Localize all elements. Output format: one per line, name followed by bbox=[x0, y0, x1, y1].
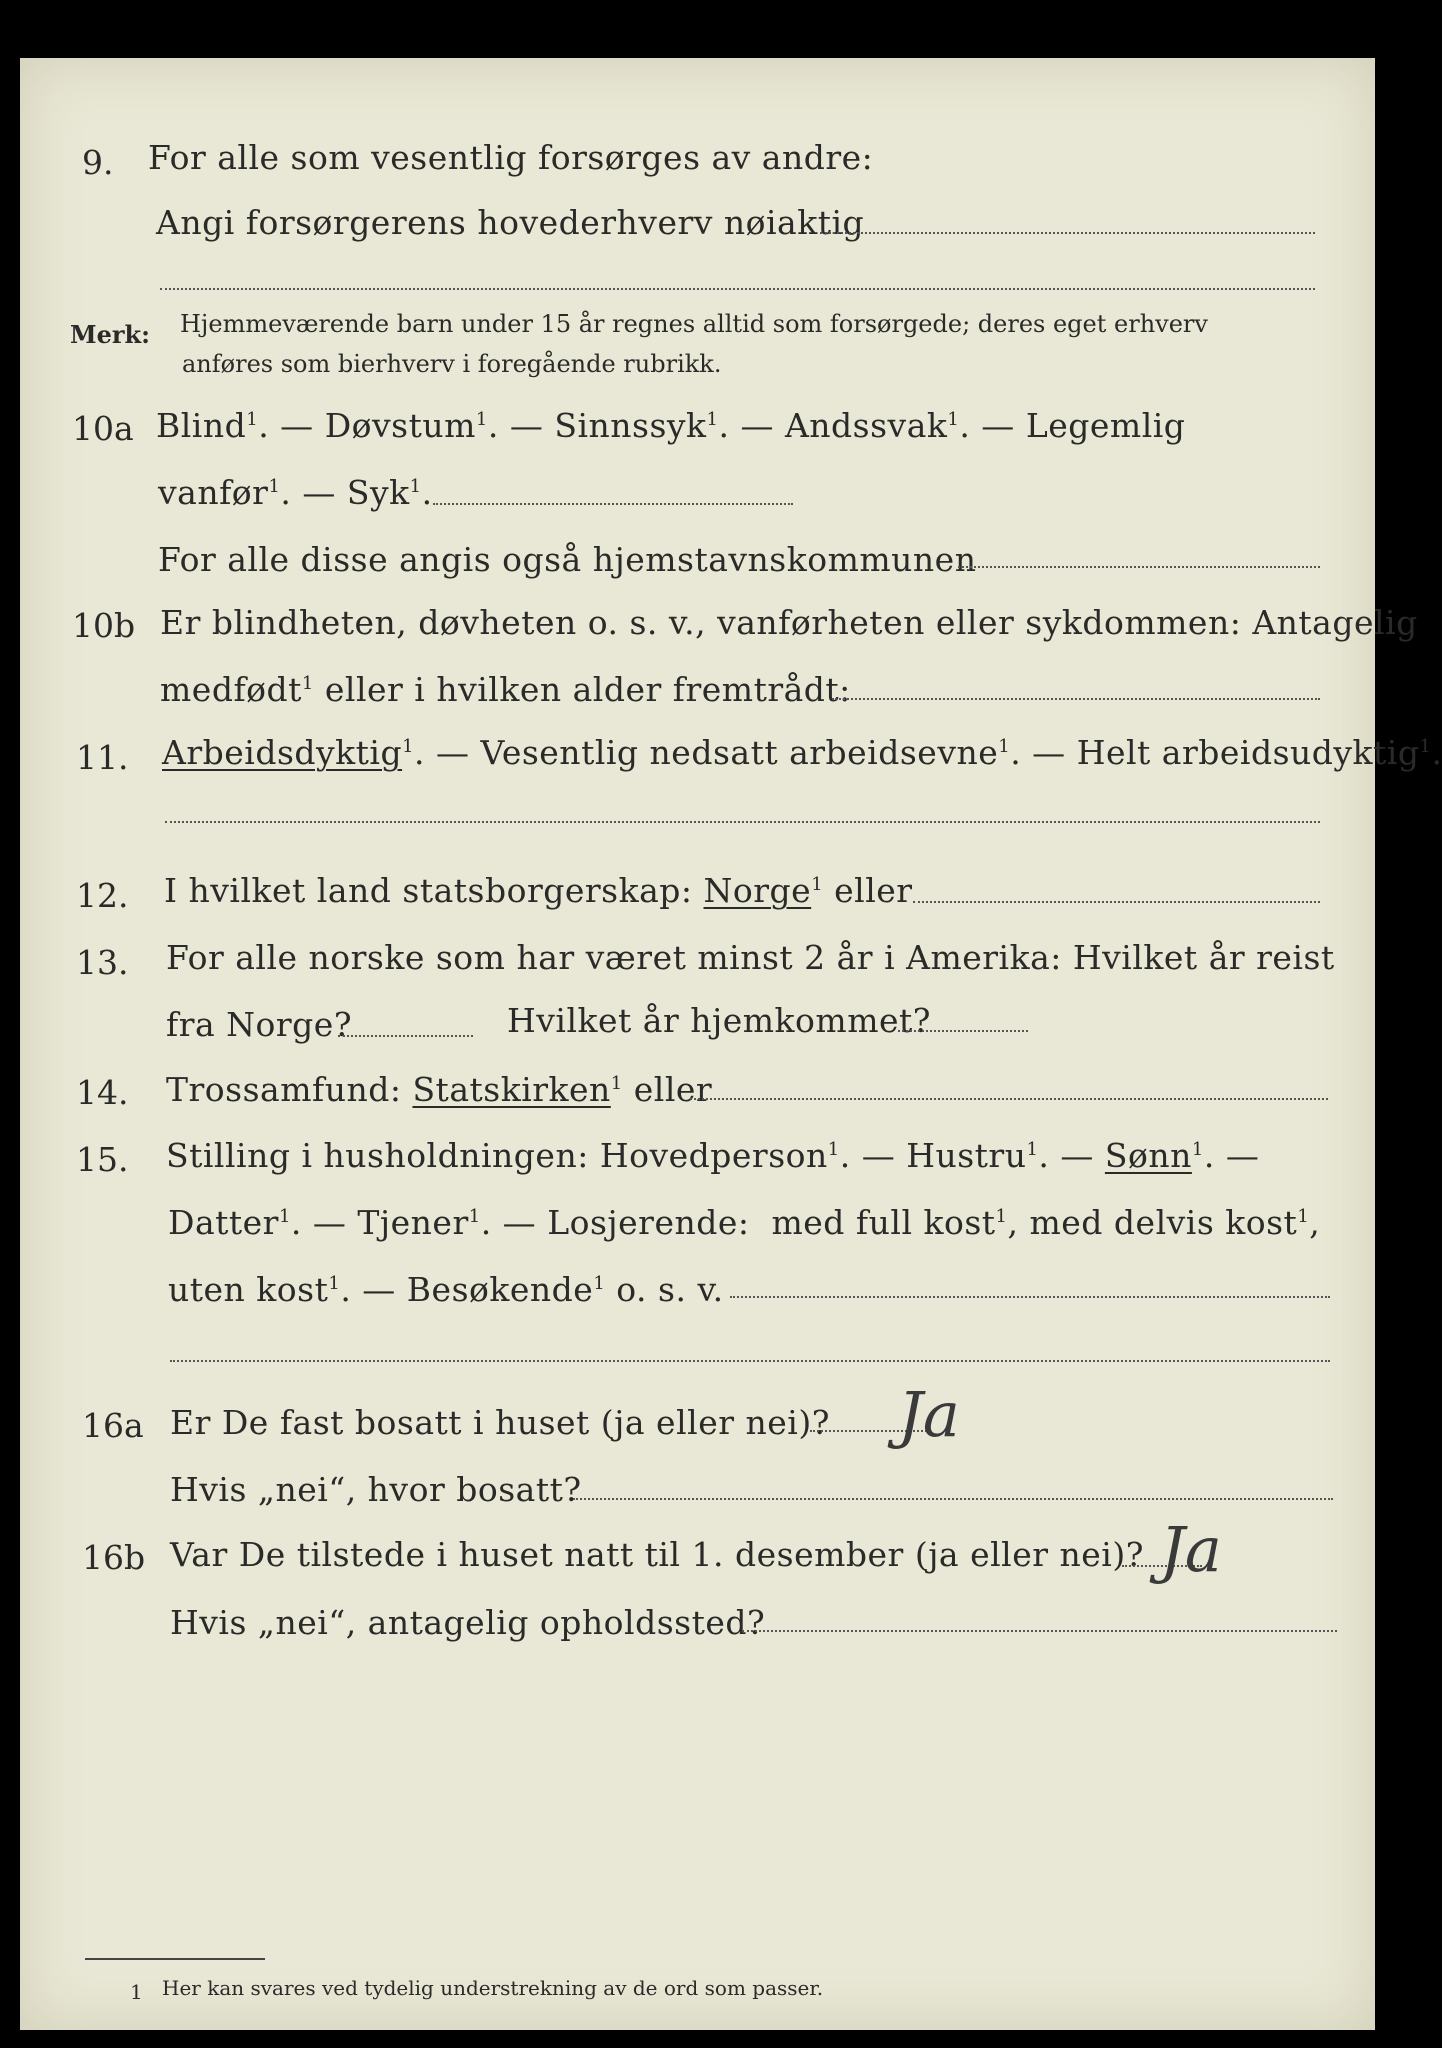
option-hovedperson[interactable]: Hovedperson bbox=[599, 1136, 828, 1175]
q16a-question: Er De fast bosatt i huset (ja eller nei)? bbox=[170, 1403, 830, 1442]
q9-answer-line[interactable] bbox=[820, 232, 1315, 234]
q12-answer-line[interactable] bbox=[913, 901, 1320, 903]
q11-answer-line[interactable] bbox=[165, 821, 1320, 823]
q13-fra-label: fra Norge? bbox=[166, 1005, 353, 1044]
q16a-number: 16a bbox=[82, 1406, 144, 1445]
option-hustru[interactable]: Hustru bbox=[906, 1136, 1027, 1175]
q14-line: Trossamfund: Statskirken$^1$ eller bbox=[166, 1070, 713, 1109]
q15-number: 15. bbox=[76, 1140, 129, 1179]
q9-question: For alle som vesentlig forsørges av andre: bbox=[148, 138, 874, 177]
q10a-line-3: For alle disse angis også hjemstavnskommunen bbox=[158, 540, 977, 579]
option-sinnssyk[interactable]: Sinnssyk bbox=[554, 406, 707, 445]
census-form-page bbox=[20, 58, 1442, 2030]
merk-line-1: Hjemmeværende barn under 15 år regnes alltid som forsørgede; deres eget erhverv bbox=[180, 310, 1208, 338]
option-arbeidsdyktig[interactable]: Arbeidsdyktig bbox=[162, 733, 403, 772]
option-udyktig[interactable]: Helt arbeidsudyktig bbox=[1076, 733, 1420, 772]
q13-number: 13. bbox=[76, 943, 129, 982]
q15-answer-line[interactable] bbox=[730, 1296, 1330, 1298]
q10b-line-1: Er blindheten, døvheten o. s. v., vanførheten eller sykdommen: Antagelig bbox=[160, 603, 1418, 642]
q11-line: Arbeidsdyktig$^1$. — Vesentlig nedsatt arbeidsevne$^1$. — Helt arbeidsudyktig$^1$. bbox=[162, 733, 1442, 772]
merk-line-2: anføres som bierhverv i foregående rubrikk. bbox=[182, 350, 722, 378]
q11-number: 11. bbox=[76, 738, 129, 777]
footnote-text: Her kan svares ved tydelig understrekning av de ord som passer. bbox=[162, 1976, 824, 2000]
q15-answer-line-2[interactable] bbox=[170, 1360, 1330, 1362]
q13-fra-answer[interactable] bbox=[338, 1035, 473, 1037]
option-syk[interactable]: Syk bbox=[346, 473, 410, 512]
option-statskirken[interactable]: Statskirken bbox=[412, 1070, 611, 1109]
q10a-number: 10a bbox=[72, 409, 134, 448]
option-medfodt[interactable]: medfødt bbox=[160, 670, 302, 709]
option-norge[interactable]: Norge bbox=[703, 871, 812, 910]
q16a-followup: Hvis „nei“, hvor bosatt? bbox=[170, 1470, 582, 1509]
q15-line-3: uten kost$^1$. — Besøkende$^1$ o. s. v. bbox=[168, 1270, 724, 1309]
q14-answer-line[interactable] bbox=[690, 1098, 1328, 1100]
q10a-hjemstavn-line[interactable] bbox=[958, 566, 1320, 568]
q9-answer-line-2[interactable] bbox=[160, 288, 1315, 290]
q16a-followup-line[interactable] bbox=[573, 1498, 1333, 1500]
q15-line-1: Stilling i husholdningen: Hovedperson$^1$. — Hustru$^1$. — Sønn$^1$. — bbox=[166, 1136, 1260, 1175]
q13-line-1: For alle norske som har været minst 2 år i Amerika: Hvilket år reist bbox=[166, 938, 1335, 977]
q12-line: I hvilket land statsborgerskap: Norge$^1$ eller bbox=[164, 871, 913, 910]
q16b-followup-line[interactable] bbox=[742, 1630, 1337, 1632]
option-andssvak[interactable]: Andssvak bbox=[784, 406, 948, 445]
q10b-number: 10b bbox=[72, 606, 136, 645]
option-vanfor[interactable]: vanfør bbox=[158, 473, 269, 512]
option-datter[interactable]: Datter bbox=[168, 1203, 279, 1242]
q10a-line-2: vanfør$^1$. — Syk$^1$. bbox=[158, 473, 433, 512]
q16b-number: 16b bbox=[82, 1538, 146, 1577]
option-besokende[interactable]: Besøkende bbox=[406, 1270, 594, 1309]
q16b-handwritten-answer: Ja bbox=[1160, 1513, 1222, 1586]
q9-subquestion: Angi forsørgerens hovederhverv nøiaktig bbox=[156, 203, 865, 242]
q15-line-2: Datter$^1$. — Tjener$^1$. — Losjerende: med full kost$^1$, med delvis kost$^1$, bbox=[168, 1203, 1321, 1242]
q16b-question: Var De tilstede i huset natt til 1. desember (ja eller nei)? bbox=[170, 1535, 1144, 1574]
q10b-answer-line[interactable] bbox=[832, 698, 1320, 700]
footnote-rule bbox=[85, 1958, 265, 1960]
q13-hjem-label: Hvilket år hjemkommet? bbox=[507, 1001, 931, 1040]
q12-number: 12. bbox=[76, 876, 129, 915]
q13-hjem-answer[interactable] bbox=[898, 1030, 1028, 1032]
option-nedsatt[interactable]: Vesentlig nedsatt arbeidsevne bbox=[480, 733, 999, 772]
q10a-answer-line[interactable] bbox=[433, 503, 793, 505]
option-blind[interactable]: Blind bbox=[156, 406, 247, 445]
q9-number: 9. bbox=[82, 143, 114, 182]
option-full-kost[interactable]: med full kost bbox=[771, 1203, 996, 1242]
option-sonn[interactable]: Sønn bbox=[1104, 1136, 1192, 1175]
option-dovstum[interactable]: Døvstum bbox=[324, 406, 476, 445]
option-uten-kost[interactable]: uten kost bbox=[168, 1270, 329, 1309]
q14-number: 14. bbox=[76, 1073, 129, 1112]
merk-label: Merk: bbox=[70, 320, 150, 349]
q10b-line-2: medfødt$^1$ eller i hvilken alder fremtrådt: bbox=[160, 670, 851, 709]
q16b-followup: Hvis „nei“, antagelig opholdssted? bbox=[170, 1603, 766, 1642]
option-legemlig[interactable]: Legemlig bbox=[1025, 406, 1186, 445]
q16a-handwritten-answer: Ja bbox=[898, 1378, 960, 1451]
footnote-mark: 1 bbox=[130, 1980, 143, 2004]
q10a-line-1: Blind$^1$. — Døvstum$^1$. — Sinnssyk$^1$. — Andssvak$^1$. — Legemlig bbox=[156, 406, 1186, 445]
option-tjener[interactable]: Tjener bbox=[357, 1203, 469, 1242]
option-delvis-kost[interactable]: med delvis kost bbox=[1029, 1203, 1298, 1242]
